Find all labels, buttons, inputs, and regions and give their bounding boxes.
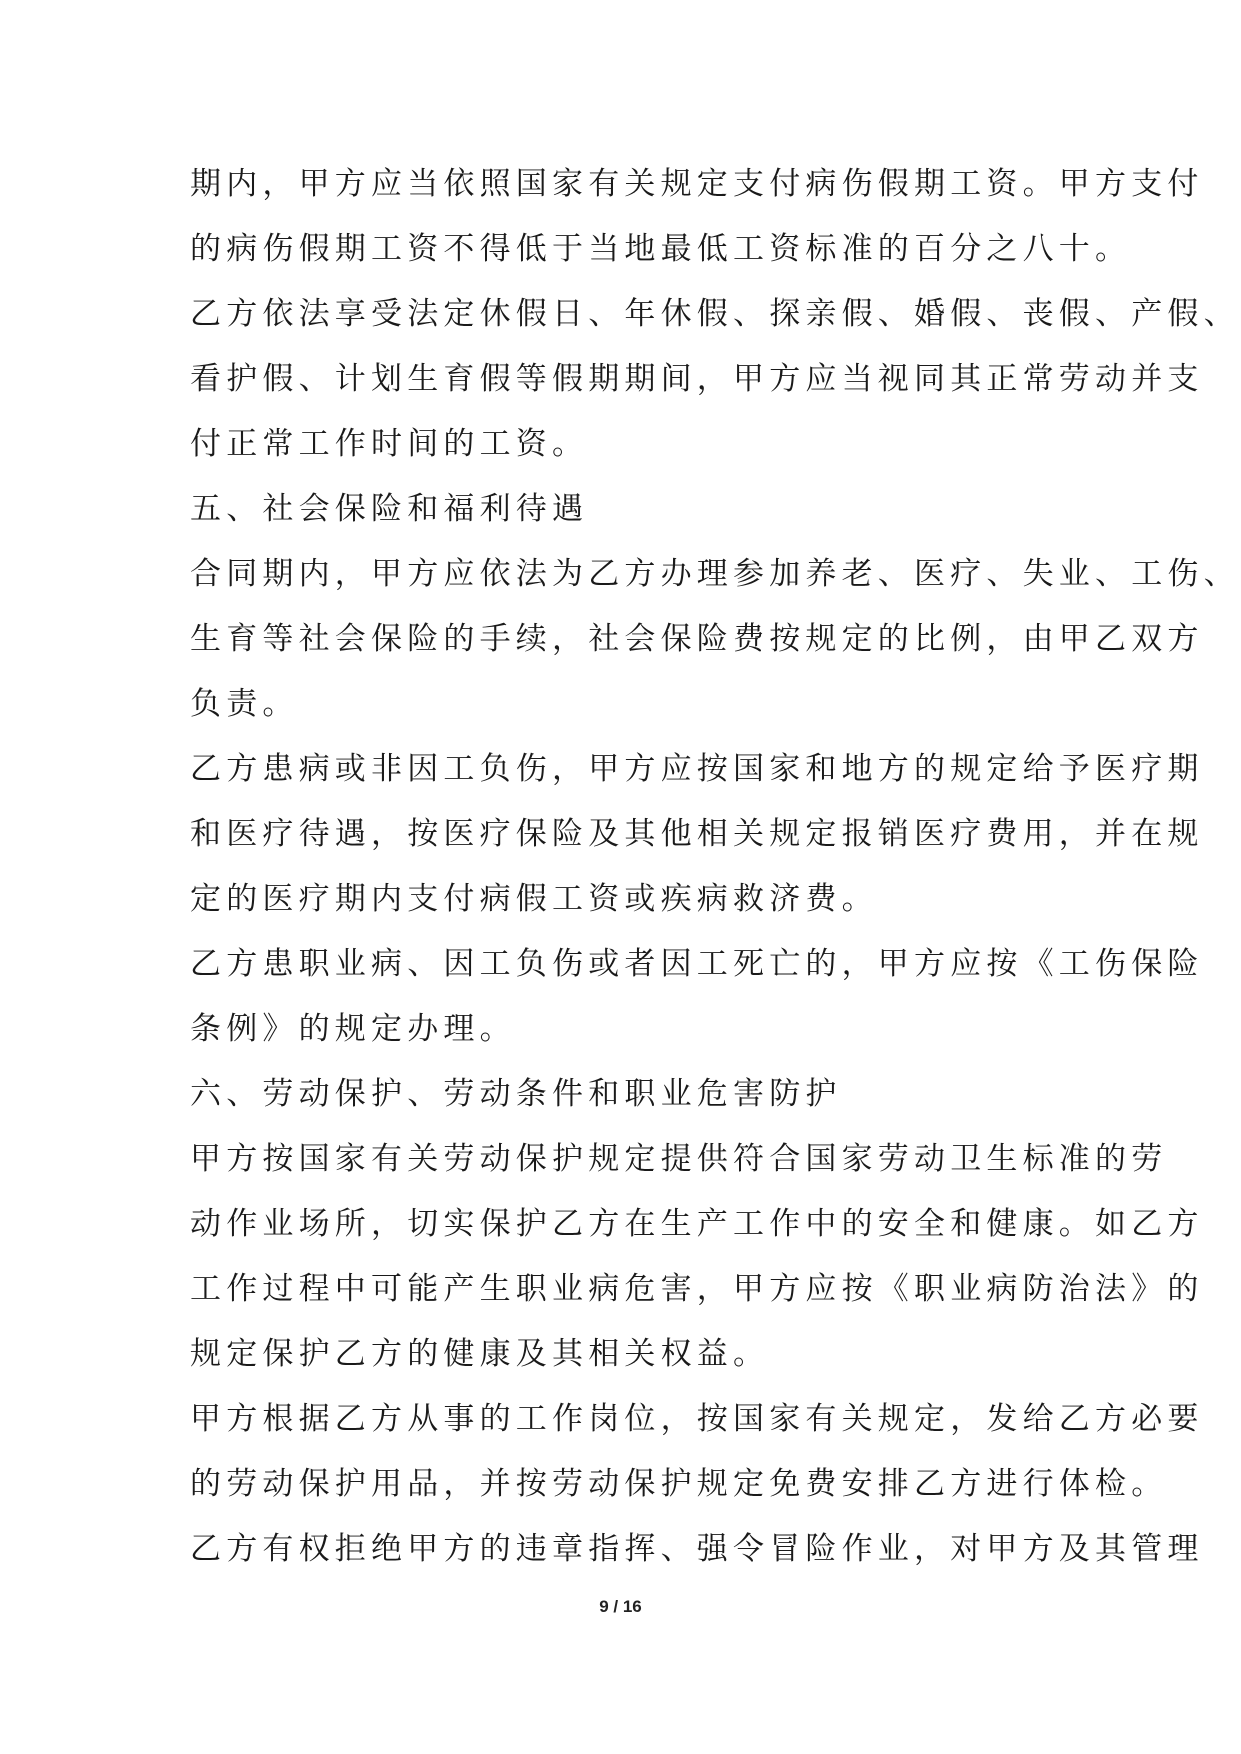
text-line: 的病伤假期工资不得低于当地最低工资标准的百分之八十。	[190, 231, 1132, 267]
text-line: 生育等社会保险的手续，社会保险费按规定的比例，由甲乙双方	[190, 621, 1204, 657]
text-line: 工作过程中可能产生职业病危害，甲方应按《职业病防治法》的	[190, 1271, 1204, 1307]
text-line: 和医疗待遇，按医疗保险及其他相关规定报销医疗费用，并在规	[190, 816, 1204, 852]
text-line: 期内，甲方应当依照国家有关规定支付病伤假期工资。甲方支付	[190, 166, 1204, 202]
text-line: 甲方按国家有关劳动保护规定提供符合国家劳动卫生标准的劳	[190, 1141, 1168, 1177]
section-heading: 五、社会保险和福利待遇	[190, 491, 589, 527]
text-line: 合同期内，甲方应依法为乙方办理参加养老、医疗、失业、工伤、	[190, 556, 1240, 592]
text-line: 负责。	[190, 686, 299, 722]
section-heading: 六、劳动保护、劳动条件和职业危害防护	[190, 1076, 842, 1112]
text-line: 的劳动保护用品，并按劳动保护规定免费安排乙方进行体检。	[190, 1466, 1168, 1502]
text-line: 乙方患职业病、因工负伤或者因工死亡的，甲方应按《工伤保险	[190, 946, 1204, 982]
text-line: 乙方依法享受法定休假日、年休假、探亲假、婚假、丧假、产假、	[190, 296, 1240, 332]
text-line: 乙方患病或非因工负伤，甲方应按国家和地方的规定给予医疗期	[190, 751, 1204, 787]
text-line: 规定保护乙方的健康及其相关权益。	[190, 1336, 770, 1372]
text-line: 条例》的规定办理。	[190, 1011, 516, 1047]
page-number: 9 / 16	[599, 1597, 642, 1616]
text-line: 甲方根据乙方从事的工作岗位，按国家有关规定，发给乙方必要	[190, 1401, 1204, 1437]
document-body	[190, 152, 1240, 1582]
text-line: 付正常工作时间的工资。	[190, 426, 589, 462]
text-line: 动作业场所，切实保护乙方在生产工作中的安全和健康。如乙方	[190, 1206, 1204, 1242]
text-line: 定的医疗期内支付病假工资或疾病救济费。	[190, 881, 878, 917]
text-line: 乙方有权拒绝甲方的违章指挥、强令冒险作业，对甲方及其管理	[190, 1531, 1204, 1567]
text-line: 看护假、计划生育假等假期期间，甲方应当视同其正常劳动并支	[190, 361, 1204, 397]
